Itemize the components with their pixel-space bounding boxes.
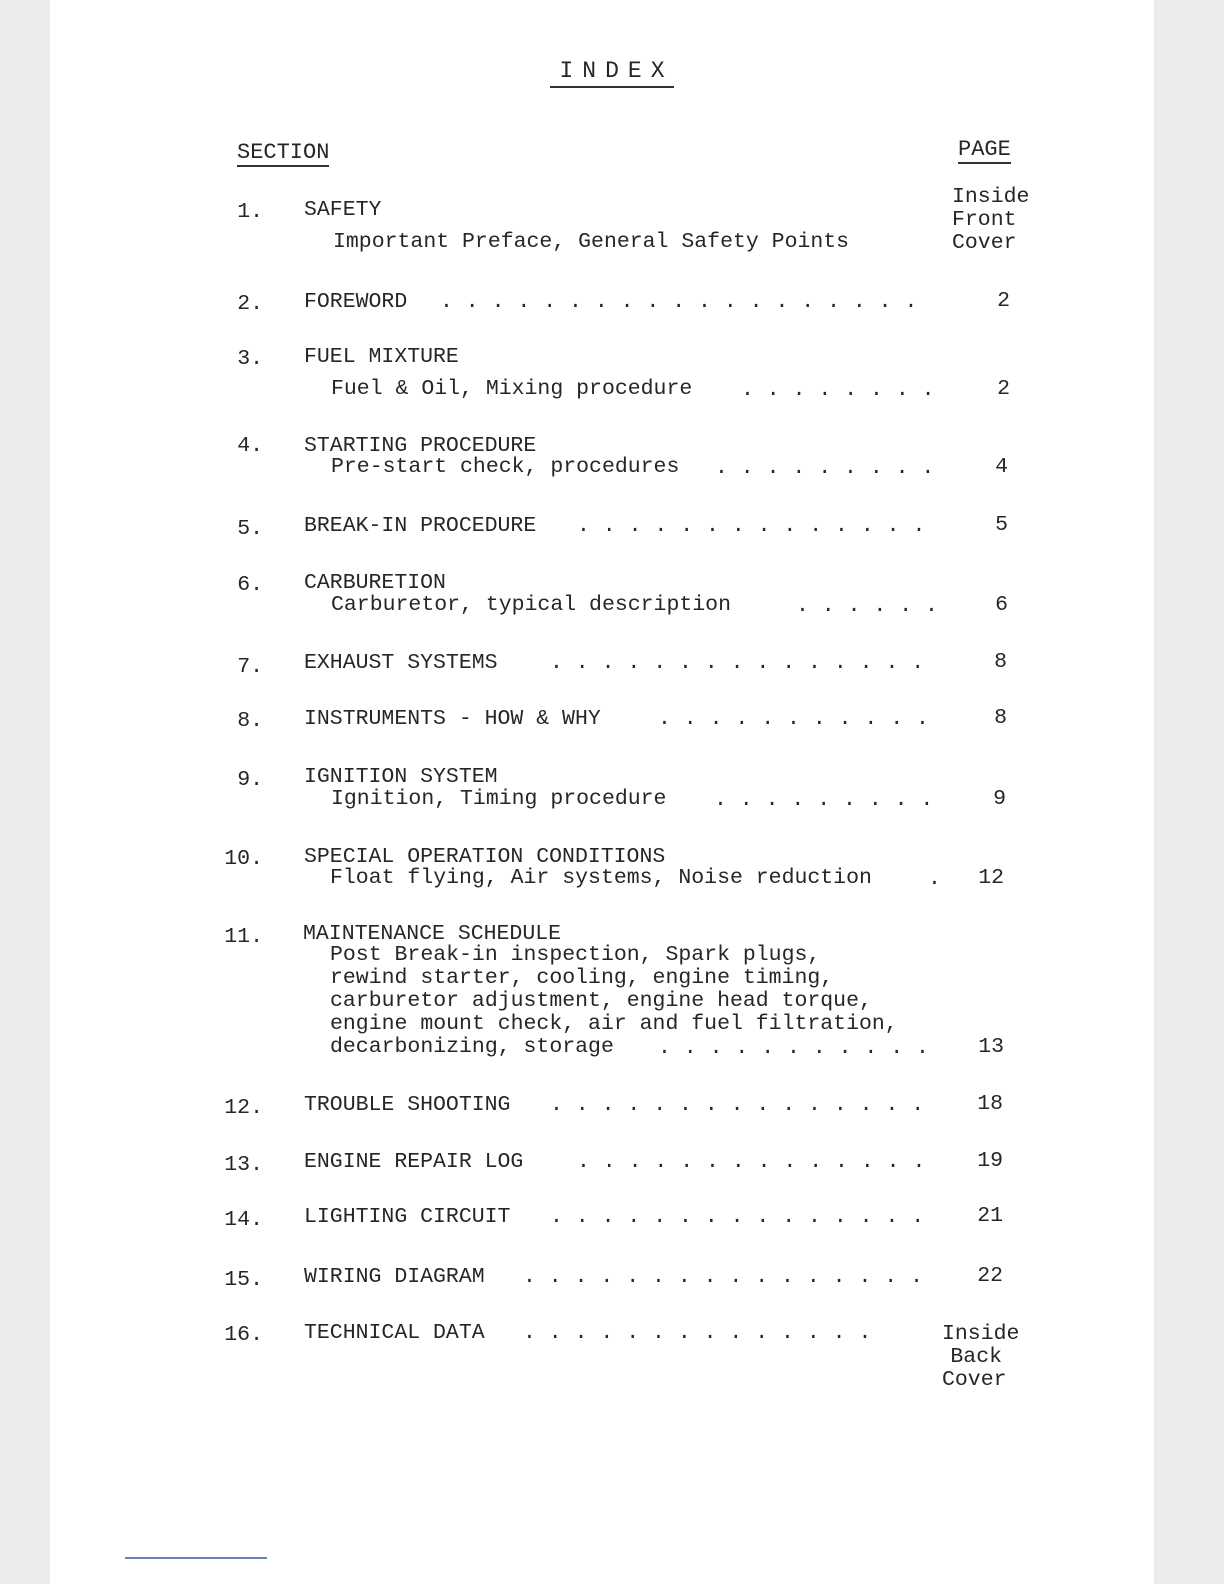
- entry-heading: CARBURETION: [304, 571, 446, 595]
- entry-description: Float flying, Air systems, Noise reduction: [330, 866, 872, 890]
- entry-heading: BREAK-IN PROCEDURE: [304, 514, 537, 538]
- entry-leader-dots: . . . . . . . . . . .: [658, 707, 929, 731]
- entry-number: 4.: [237, 434, 263, 458]
- entry-page: 9: [993, 787, 1006, 811]
- entry-heading: SPECIAL OPERATION CONDITIONS: [304, 845, 666, 869]
- entry-page: 8: [994, 706, 1007, 730]
- entry-heading: LIGHTING CIRCUIT: [304, 1205, 511, 1229]
- entry-page: 12: [978, 866, 1004, 890]
- entry-page: 18: [977, 1092, 1003, 1116]
- entry-leader-dots: . . . . . . . . .: [715, 456, 935, 480]
- entry-heading: IGNITION SYSTEM: [304, 765, 498, 789]
- entry-page: Inside Front Cover: [952, 185, 1030, 255]
- entry-leader-dots: . . . . . . . . . . . . . .: [577, 514, 926, 538]
- entry-heading: TECHNICAL DATA: [304, 1321, 485, 1345]
- entry-heading: STARTING PROCEDURE: [304, 434, 537, 458]
- entry-page: 6: [995, 593, 1008, 617]
- entry-description: Pre-start check, procedures: [331, 455, 680, 479]
- entry-heading: FUEL MIXTURE: [304, 345, 459, 369]
- entry-number: 2.: [237, 292, 263, 316]
- entry-number: 11.: [224, 925, 263, 949]
- entry-number: 16.: [224, 1323, 263, 1347]
- entry-page: 2: [997, 377, 1010, 401]
- entry-number: 5.: [237, 517, 263, 541]
- entry-heading: EXHAUST SYSTEMS: [304, 651, 498, 675]
- entry-heading: MAINTENANCE SCHEDULE: [303, 922, 562, 946]
- entry-number: 13.: [224, 1153, 263, 1177]
- entry-description: Fuel & Oil, Mixing procedure: [331, 377, 693, 401]
- entry-leader-dots: . . . . . . . . . . . . . . . .: [523, 1265, 923, 1289]
- entry-number: 12.: [224, 1096, 263, 1120]
- entry-description: Important Preface, General Safety Points: [333, 230, 850, 254]
- entry-heading: INSTRUMENTS - HOW & WHY: [304, 707, 601, 731]
- entry-leader-dots: . . . . . . . . . . . . . . .: [550, 1205, 925, 1229]
- page-title: INDEX: [0, 58, 1224, 84]
- entry-page: 19: [977, 1149, 1003, 1173]
- entry-heading: ENGINE REPAIR LOG: [304, 1150, 524, 1174]
- entry-number: 6.: [237, 573, 263, 597]
- entry-leader-dots: . . . . . . . . .: [714, 788, 934, 812]
- entry-number: 10.: [224, 847, 263, 871]
- entry-leader-dots: . . . . . .: [796, 594, 938, 618]
- entry-leader-dots: . . . . . . . . . . . . . . .: [550, 651, 925, 675]
- page-column-header: PAGE: [958, 137, 1011, 162]
- entry-number: 9.: [237, 768, 263, 792]
- entry-page: 21: [977, 1204, 1003, 1228]
- entry-page: 4: [995, 455, 1008, 479]
- entry-page: Inside Back Cover: [942, 1322, 1020, 1392]
- entry-leader-dots: .: [928, 867, 941, 891]
- entry-page: 22: [977, 1264, 1003, 1288]
- entry-page: 8: [994, 650, 1007, 674]
- entry-number: 3.: [237, 347, 263, 371]
- entry-leader-dots: . . . . . . . . . . . . . .: [577, 1150, 926, 1174]
- entry-number: 1.: [237, 200, 263, 224]
- entry-heading: WIRING DIAGRAM: [304, 1265, 485, 1289]
- entry-heading: FOREWORD: [304, 290, 408, 314]
- entry-description: Ignition, Timing procedure: [331, 787, 667, 811]
- entry-leader-dots: . . . . . . . . . . . . . . . . . . .: [440, 290, 918, 314]
- footer-rule: [125, 1557, 267, 1559]
- entry-description: Post Break-in inspection, Spark plugs, rewind starter, cooling, engine timing, carburetor adjustment, engine head torque, engine mount check, air and fuel filtration, decarbonizing, storage: [330, 943, 898, 1059]
- entry-number: 14.: [224, 1208, 263, 1232]
- entry-number: 15.: [224, 1268, 263, 1292]
- entry-heading: TROUBLE SHOOTING: [304, 1093, 511, 1117]
- entry-description: Carburetor, typical description: [331, 593, 731, 617]
- entry-leader-dots: . . . . . . . . . . . . . . .: [550, 1093, 925, 1117]
- entry-number: 7.: [237, 655, 263, 679]
- entry-heading: SAFETY: [304, 198, 382, 222]
- entry-leader-dots: . . . . . . . . . . .: [658, 1036, 929, 1060]
- entry-page: 5: [995, 513, 1008, 537]
- entry-number: 8.: [237, 709, 263, 733]
- entry-leader-dots: . . . . . . . . . . . . . .: [523, 1321, 872, 1345]
- entry-page: 2: [997, 289, 1010, 313]
- entry-leader-dots: . . . . . . . .: [741, 378, 935, 402]
- entry-page: 13: [978, 1035, 1004, 1059]
- section-column-header: SECTION: [237, 140, 330, 165]
